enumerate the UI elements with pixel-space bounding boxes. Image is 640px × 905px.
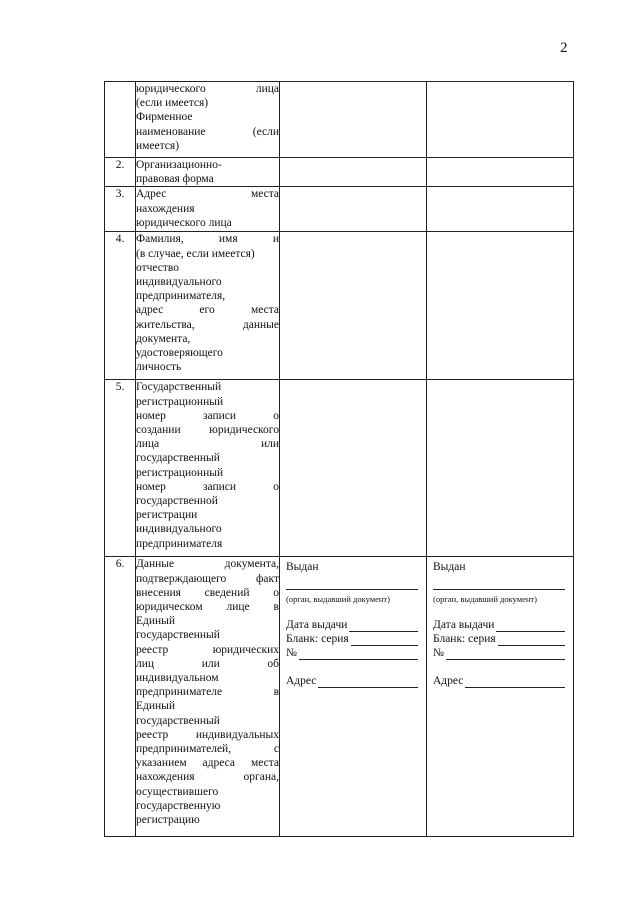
label-line: номер записи о xyxy=(136,480,279,493)
address-label: Адрес xyxy=(286,674,317,687)
label-line: Фирменное xyxy=(136,111,193,124)
label-line: лиц или об xyxy=(136,657,279,670)
row-number xyxy=(105,82,136,158)
label-line: юридического лица xyxy=(136,83,279,95)
label-line: правовая форма xyxy=(136,173,214,186)
issue-date-label: Дата выдачи xyxy=(286,618,348,631)
label-line: подтверждающего факт xyxy=(136,572,279,585)
table-row xyxy=(105,82,574,158)
blank-series-line[interactable] xyxy=(498,634,565,646)
registration-form-table xyxy=(104,81,574,837)
label-line: регистрации xyxy=(136,509,198,522)
label-line: предпринимателя xyxy=(136,537,223,550)
label-line: государственной xyxy=(136,495,218,508)
issued-cell xyxy=(427,557,574,837)
address-line[interactable] xyxy=(465,676,565,688)
issue-date-label: Дата выдачи xyxy=(433,618,495,631)
label-line: Адрес места xyxy=(136,188,279,201)
blank-series-field[interactable] xyxy=(433,632,567,646)
label-line: наименование (если xyxy=(136,125,279,138)
label-line: (если имеется) xyxy=(136,97,209,110)
label-line: жительства, данные xyxy=(136,318,279,331)
issued-block xyxy=(427,557,573,687)
label-line: государственный xyxy=(136,452,220,465)
label-line: внесения сведений о xyxy=(136,586,279,599)
address-line[interactable] xyxy=(318,676,418,688)
label-line: предпринимателей, с xyxy=(136,743,279,756)
label-line: документа, xyxy=(136,332,191,345)
row-number: 4. xyxy=(105,232,136,380)
label-line: юридическом лице в xyxy=(136,601,279,614)
issuer-caption: (орган, выдавший документ) xyxy=(286,593,390,604)
number-field[interactable] xyxy=(433,646,567,660)
label-line: Единый xyxy=(136,615,176,628)
blank-series-field[interactable] xyxy=(286,632,420,646)
label-line: индивидуального xyxy=(136,523,222,536)
label-line: предпринимателе в xyxy=(136,686,279,699)
issued-block xyxy=(280,557,426,687)
table-row xyxy=(105,232,574,380)
label-line: нахождения xyxy=(136,202,195,215)
row-label xyxy=(136,557,280,837)
label-line: личность xyxy=(136,361,182,374)
table-row xyxy=(105,158,574,187)
label-line: создании юридического xyxy=(136,424,279,437)
label-line: государственный xyxy=(136,629,220,642)
row-label xyxy=(136,232,280,380)
label-line: имеется) xyxy=(136,139,180,152)
issue-date-line[interactable] xyxy=(496,620,565,632)
label-line: Единый xyxy=(136,700,176,713)
label-line: реестр юридических xyxy=(136,643,279,656)
address-label: Адрес xyxy=(433,674,464,687)
table-row xyxy=(105,380,574,557)
label-line: адрес его места xyxy=(136,304,279,317)
blank-series-line[interactable] xyxy=(351,634,418,646)
issue-date-line[interactable] xyxy=(349,620,418,632)
label-line: Фамилия, имя и xyxy=(136,233,279,246)
issue-date-field[interactable] xyxy=(286,618,420,632)
number-field[interactable] xyxy=(286,646,420,660)
label-line: осуществившего xyxy=(136,785,219,798)
issued-cell xyxy=(280,557,427,837)
label-line: государственный xyxy=(136,714,220,727)
label-line: Данные документа, xyxy=(136,558,279,571)
label-line: индивидуальном xyxy=(136,672,219,685)
label-line: номер записи о xyxy=(136,409,279,422)
row-number: 3. xyxy=(105,187,136,232)
table-row xyxy=(105,187,574,232)
label-line: предпринимателя, xyxy=(136,290,226,303)
label-line: (в случае, если имеется) xyxy=(136,247,255,260)
value-cell[interactable] xyxy=(280,82,427,158)
value-cell[interactable] xyxy=(427,82,574,158)
label-line: государственную xyxy=(136,799,221,812)
address-field[interactable] xyxy=(286,674,420,688)
address-field[interactable] xyxy=(433,674,567,688)
value-cell[interactable] xyxy=(280,380,427,557)
value-cell[interactable] xyxy=(280,187,427,232)
issued-label: Выдан xyxy=(286,561,319,574)
label-line: индивидуального xyxy=(136,276,222,289)
number-line[interactable] xyxy=(299,648,418,660)
label-line: удостоверяющего xyxy=(136,347,223,360)
label-line: регистрацию xyxy=(136,814,200,827)
blank-series-label: Бланк: серия xyxy=(286,632,349,645)
value-cell[interactable] xyxy=(280,232,427,380)
label-line: нахождения органа, xyxy=(136,771,279,784)
label-line: юридического лица xyxy=(136,216,232,229)
label-line: отчество xyxy=(136,261,180,274)
issuer-line[interactable] xyxy=(286,575,418,590)
value-cell[interactable] xyxy=(427,158,574,187)
value-cell[interactable] xyxy=(427,187,574,232)
page-number: 2 xyxy=(560,40,568,56)
row-label xyxy=(136,82,280,158)
value-cell[interactable] xyxy=(427,232,574,380)
blank-series-label: Бланк: серия xyxy=(433,632,496,645)
label-line: Государственный xyxy=(136,381,222,394)
label-line: Организационно- xyxy=(136,159,222,171)
value-cell[interactable] xyxy=(280,158,427,187)
number-line[interactable] xyxy=(446,648,565,660)
issue-date-field[interactable] xyxy=(433,618,567,632)
number-label: № xyxy=(433,646,444,659)
label-line: регистрационный xyxy=(136,466,224,479)
issuer-caption: (орган, выдавший документ) xyxy=(433,593,537,604)
row-label xyxy=(136,158,280,187)
label-line: регистрационный xyxy=(136,395,224,408)
table-row xyxy=(105,557,574,837)
row-number: 2. xyxy=(105,158,136,187)
row-number: 5. xyxy=(105,380,136,557)
row-label xyxy=(136,380,280,557)
issued-label: Выдан xyxy=(433,561,466,574)
number-label: № xyxy=(286,646,297,659)
label-line: лица или xyxy=(136,438,279,451)
value-cell[interactable] xyxy=(427,380,574,557)
issuer-line[interactable] xyxy=(433,575,565,590)
label-line: реестр индивидуальных xyxy=(136,728,279,741)
row-number: 6. xyxy=(105,557,136,837)
label-line: указанием адреса места xyxy=(136,757,279,770)
row-label xyxy=(136,187,280,232)
